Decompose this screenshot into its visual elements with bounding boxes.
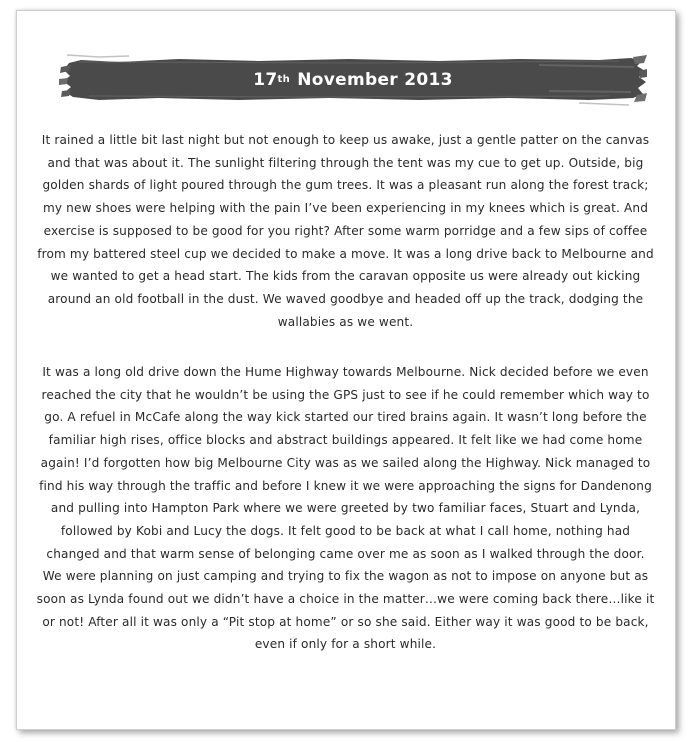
journal-page <box>16 10 676 730</box>
date-day-suffix: th <box>277 73 291 85</box>
date-month-year: November 2013 <box>297 70 453 90</box>
entry-date <box>59 51 647 109</box>
date-day: 17 <box>253 70 278 90</box>
journal-paragraph: It rained a little bit last night but not enough to keep us awake, just a gentle patter on the canvas and that was about it. The sunlight filtering through the tent was my cue to get up. Outside, big golden shards of light poured through the gum trees. It was a pleasant run along the forest track; my new shoes were helping with the pain I’ve been experiencing in my knees which is great. And exercise is supposed to be good for you right? After some warm porridge and a few sips of coffee from my battered steel cup we decided to make a move. It was a long drive back to Melbourne and we wanted to get a head start. The kids from the caravan opposite us were already out kicking around an old football in the dust. We waved goodbye and headed off up the track, dodging the wallabies as we went. <box>37 133 654 329</box>
date-banner <box>59 51 647 109</box>
journal-paragraph: It was a long old drive down the Hume Highway towards Melbourne. Nick decided before we even reached the city that he wouldn’t be using the GPS just to see if he could remember which way to go. A refuel in McCafe along the way kick started our tired brains again. It wasn’t long before the familiar high rises, office blocks and abstract buildings appeared. It felt like we had come home again! I’d forgotten how big Melbourne City was as we sailed along the Highway. Nick managed to find his way through the traffic and before I knew it we were approaching the signs for Dandenong and pulling into Hampton Park where we were greeted by two familiar faces, Stuart and Lynda, followed by Kobi and Lucy the dogs. It felt good to be back at what I call home, nothing had changed and that warm sense of belonging came over me as soon as I walked through the door. We were planning on just camping and trying to fix the wagon as not to impose on anyone but as soon as Lynda found out we didn’t have a choice in the matter…we were coming back there…like it or not! After all it was only a “Pit stop at home” or so she said. Either way it was good to be back, even if only for a short while. <box>36 365 655 652</box>
